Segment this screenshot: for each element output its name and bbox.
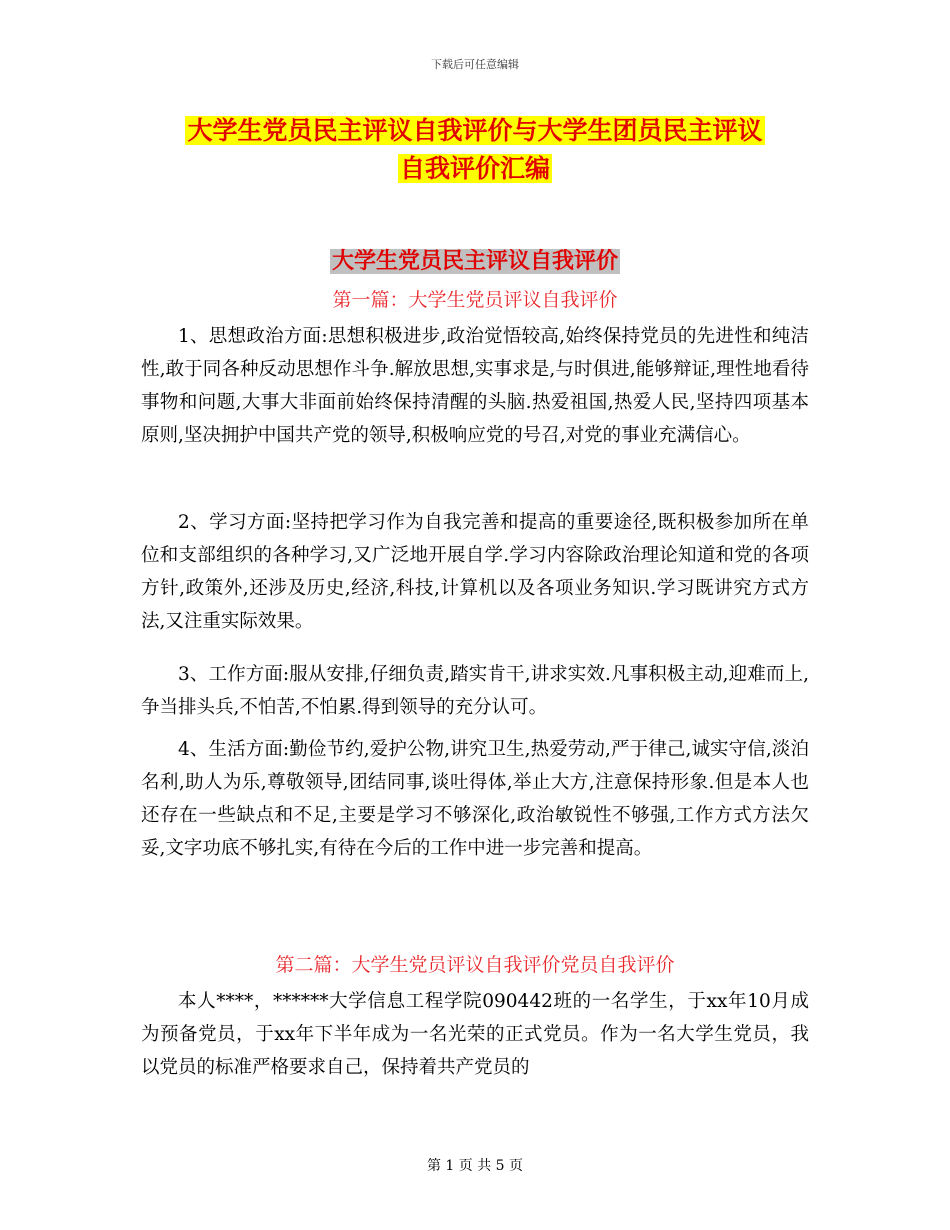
part2-paragraph-1: 本人****，******大学信息工程学院090442班的一名学生，于xx年10月成为预备党员，于xx年下半年成为一名光荣的正式党员。作为一名大学生党员，我以党员的标准严格要求自己，保持着共产党员的 [141,991,809,1078]
document-title [0,112,950,188]
section-title-text: 大学生党员民主评议自我评价 [331,249,618,274]
section-title [0,245,950,279]
document-title-line2: 自我评价汇编 [399,154,550,183]
part2-title: 第二篇：大学生党员评议自我评价党员自我评价 [275,954,675,976]
header-note: 下载后可任意编辑 [431,58,519,71]
part1-paragraph-1: 1、思想政治方面:思想积极进步,政治觉悟较高,始终保持党员的先进性和纯洁性,敢于同各种反动思想作斗争.解放思想,实事求是,与时俱进,能够辩证,理性地看待事物和问题,大事大非面前始终保持清醒的头脑.热爱祖国,热爱人民,坚持四项基本原则,坚决拥护中国共产党的领导,积极响应党的号召,对党的事业充满信心。 [141,326,809,446]
part1-title: 第一篇：大学生党员评议自我评价 [332,289,618,311]
part1-paragraph-2: 2、学习方面:坚持把学习作为自我完善和提高的重要途径,既积极参加所在单位和支部组织的各种学习,又广泛地开展自学.学习内容除政治理论知道和党的各项方针,政策外,还涉及历史,经济,科技,计算机以及各项业务知识.学习既讲究方式方法,又注重实际效果。 [141,512,809,632]
part1-paragraph-4: 4、生活方面:勤俭节约,爱护公物,讲究卫生,热爱劳动,严于律己,诚实守信,淡泊名利,助人为乐,尊敬领导,团结同事,谈吐得体,举止大方,注意保持形象.但是本人也还存在一些缺点和不足,主要是学习不够深化,政治敏锐性不够强,工作方式方法欠妥,文字功底不够扎实,有待在今后的工作中进一步完善和提高。 [141,739,809,859]
part1-paragraph-3: 3、工作方面:服从安排,仔细负责,踏实肯干,讲求实效.凡事积极主动,迎难而上,争当排头兵,不怕苦,不怕累.得到领导的充分认可。 [141,664,809,718]
page-footer: 第 1 页 共 5 页 [426,1158,524,1174]
document-title-line1: 大学生党员民主评议自我评价与大学生团员民主评议 [187,116,763,145]
